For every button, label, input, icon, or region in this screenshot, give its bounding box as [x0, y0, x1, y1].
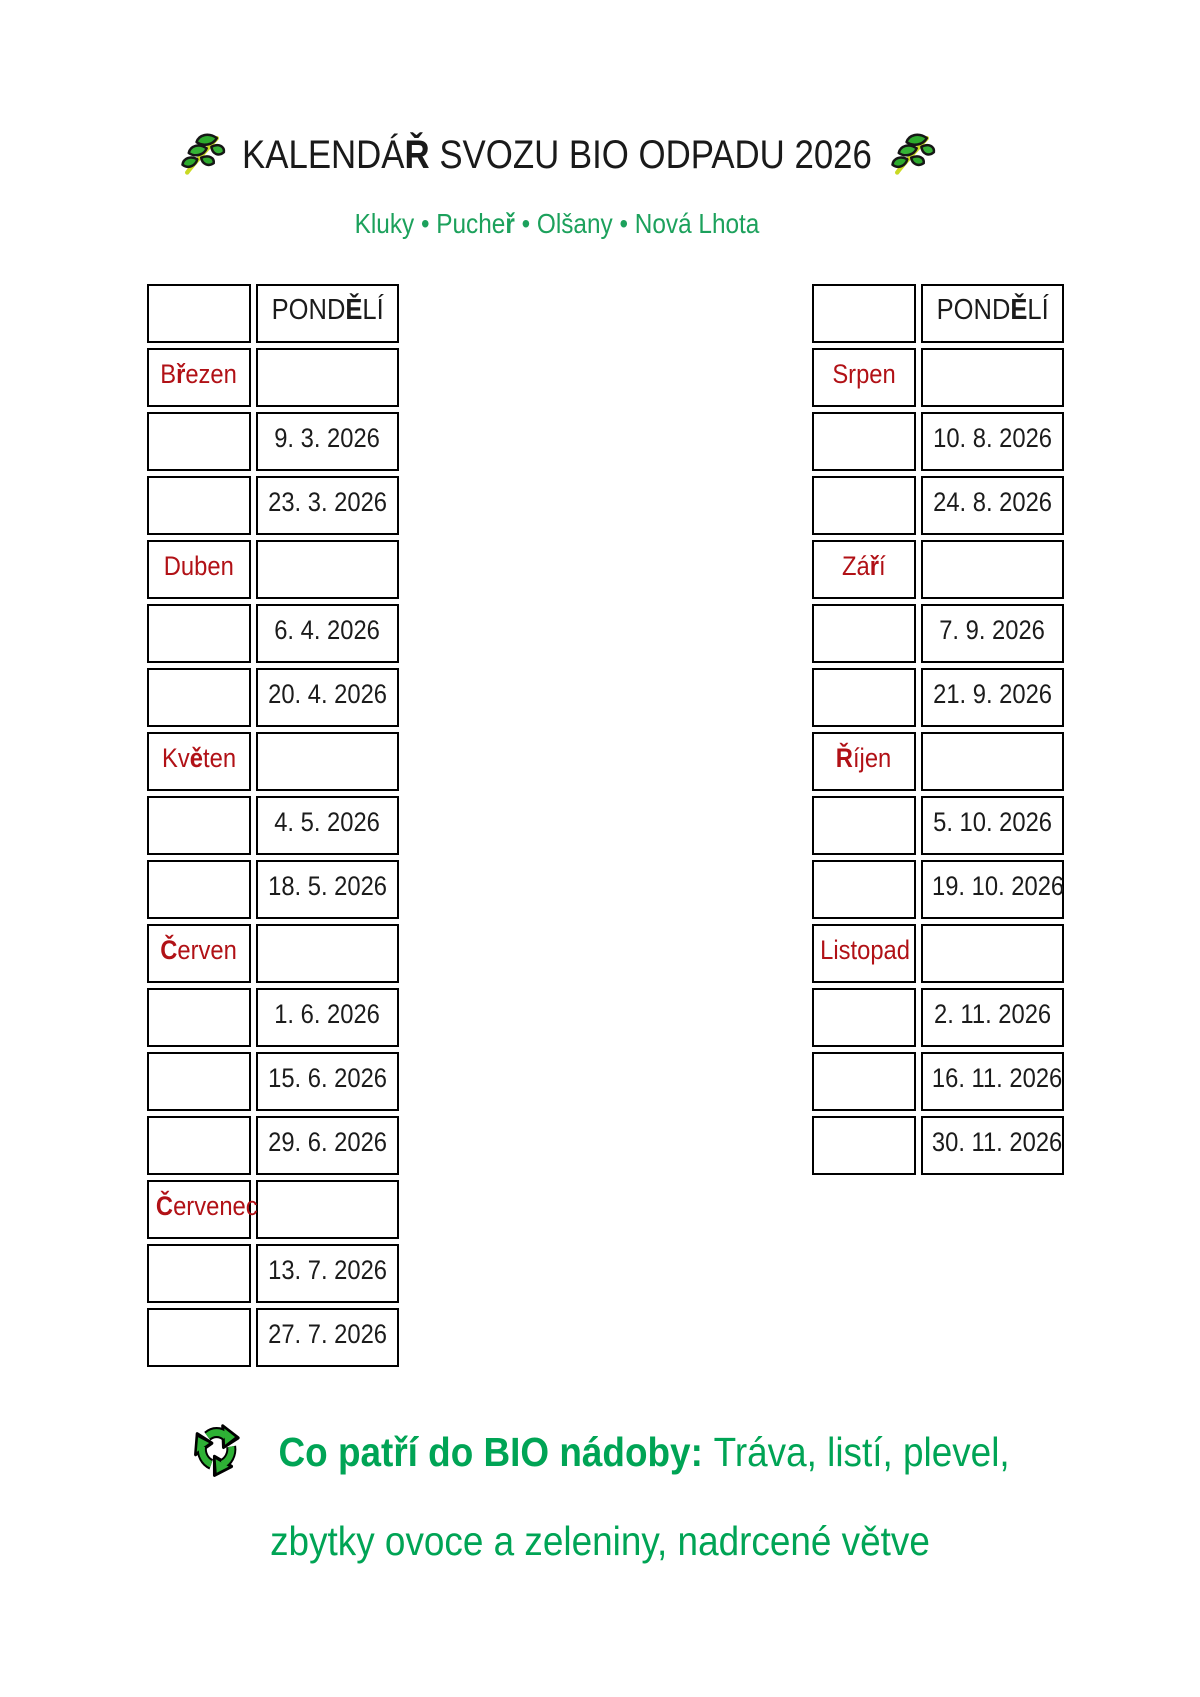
date-cell: [256, 732, 399, 791]
month-cell: [147, 1052, 251, 1111]
table-row: [812, 732, 1064, 791]
table-row: [147, 1116, 399, 1175]
date-cell: 15. 6. 2026: [256, 1052, 399, 1111]
table-row: [812, 540, 1064, 599]
date-cell: [921, 348, 1064, 407]
table-row: [812, 796, 1064, 855]
date-cell: 23. 3. 2026: [256, 476, 399, 535]
month-cell: [812, 988, 916, 1047]
weekday-header-cell: PONDĚLÍ: [921, 284, 1064, 343]
table-row: [147, 604, 399, 663]
schedule-table-right: [812, 284, 1064, 1180]
month-cell: [147, 988, 251, 1047]
month-cell: Září: [812, 540, 916, 599]
month-cell: Květen: [147, 732, 251, 791]
footer-items-line2: zbytky ovoce a zeleniny, nadrcené větve: [270, 1518, 930, 1564]
table-row: [812, 348, 1064, 407]
document-title-row: [0, 126, 1114, 184]
month-cell: Srpen: [812, 348, 916, 407]
table-row: [812, 604, 1064, 663]
month-cell: [812, 1052, 916, 1111]
herb-leaf-icon: [887, 128, 937, 183]
month-cell: [147, 604, 251, 663]
table-row: [147, 796, 399, 855]
table-row: [147, 1180, 399, 1239]
month-cell: [812, 476, 916, 535]
table-row: [812, 412, 1064, 471]
date-cell: 10. 8. 2026: [921, 412, 1064, 471]
table-row: [812, 476, 1064, 535]
date-cell: 20. 4. 2026: [256, 668, 399, 727]
date-cell: 1. 6. 2026: [256, 988, 399, 1047]
date-cell: 27. 7. 2026: [256, 1308, 399, 1367]
herb-leaf-icon: [177, 128, 227, 183]
footer-note: [110, 1414, 1091, 1580]
date-cell: [256, 540, 399, 599]
page-title: KALENDÁŘ SVOZU BIO ODPADU 2026: [242, 133, 872, 177]
date-cell: [256, 348, 399, 407]
month-cell: [812, 668, 916, 727]
month-cell: [147, 860, 251, 919]
month-cell: [812, 284, 916, 343]
date-cell: [921, 924, 1064, 983]
table-row: [812, 924, 1064, 983]
table-row: [812, 988, 1064, 1047]
table-row: [147, 1308, 399, 1367]
month-cell: Říjen: [812, 732, 916, 791]
date-cell: 4. 5. 2026: [256, 796, 399, 855]
date-cell: 21. 9. 2026: [921, 668, 1064, 727]
month-cell: [812, 1116, 916, 1175]
table-row: [812, 668, 1064, 727]
month-cell: [147, 796, 251, 855]
month-cell: [147, 1308, 251, 1367]
date-cell: 9. 3. 2026: [256, 412, 399, 471]
date-cell: 19. 10. 2026: [921, 860, 1064, 919]
footer-items-line1: Tráva, listí, plevel,: [713, 1429, 1010, 1475]
villages-subtitle: Kluky • Pucheř • Olšany • Nová Lhota: [354, 208, 760, 239]
date-cell: 6. 4. 2026: [256, 604, 399, 663]
month-cell: [812, 412, 916, 471]
footer-heading: Co patří do BIO nádoby:: [278, 1429, 703, 1475]
table-row: [147, 540, 399, 599]
weekday-header-cell: PONDĚLÍ: [256, 284, 399, 343]
table-row: [812, 1116, 1064, 1175]
table-row: [812, 1052, 1064, 1111]
date-cell: 30. 11. 2026: [921, 1116, 1064, 1175]
date-cell: 13. 7. 2026: [256, 1244, 399, 1303]
table-row: [147, 860, 399, 919]
date-cell: 2. 11. 2026: [921, 988, 1064, 1047]
table-row: [147, 476, 399, 535]
date-cell: 16. 11. 2026: [921, 1052, 1064, 1111]
date-cell: 18. 5. 2026: [256, 860, 399, 919]
date-cell: 7. 9. 2026: [921, 604, 1064, 663]
schedule-table-left: [147, 284, 399, 1372]
month-cell: Listopad: [812, 924, 916, 983]
month-cell: [147, 1244, 251, 1303]
month-cell: [147, 412, 251, 471]
month-cell: [147, 476, 251, 535]
month-cell: [147, 1116, 251, 1175]
date-cell: 24. 8. 2026: [921, 476, 1064, 535]
month-cell: [147, 284, 251, 343]
table-row: [147, 732, 399, 791]
date-cell: [256, 924, 399, 983]
table-row: [812, 284, 1064, 343]
table-row: [147, 348, 399, 407]
month-cell: [812, 796, 916, 855]
table-row: [147, 924, 399, 983]
month-cell: Duben: [147, 540, 251, 599]
table-row: [147, 988, 399, 1047]
table-row: [147, 412, 399, 471]
date-cell: 29. 6. 2026: [256, 1116, 399, 1175]
table-row: [147, 668, 399, 727]
month-cell: [812, 604, 916, 663]
date-cell: [921, 732, 1064, 791]
table-row: [147, 284, 399, 343]
date-cell: [256, 1180, 399, 1239]
table-row: [812, 860, 1064, 919]
date-cell: [921, 540, 1064, 599]
table-row: [147, 1052, 399, 1111]
recycle-icon: [190, 1420, 242, 1503]
table-row: [147, 1244, 399, 1303]
month-cell: Červenec: [147, 1180, 251, 1239]
month-cell: [812, 860, 916, 919]
month-cell: Červen: [147, 924, 251, 983]
date-cell: 5. 10. 2026: [921, 796, 1064, 855]
month-cell: Březen: [147, 348, 251, 407]
month-cell: [147, 668, 251, 727]
